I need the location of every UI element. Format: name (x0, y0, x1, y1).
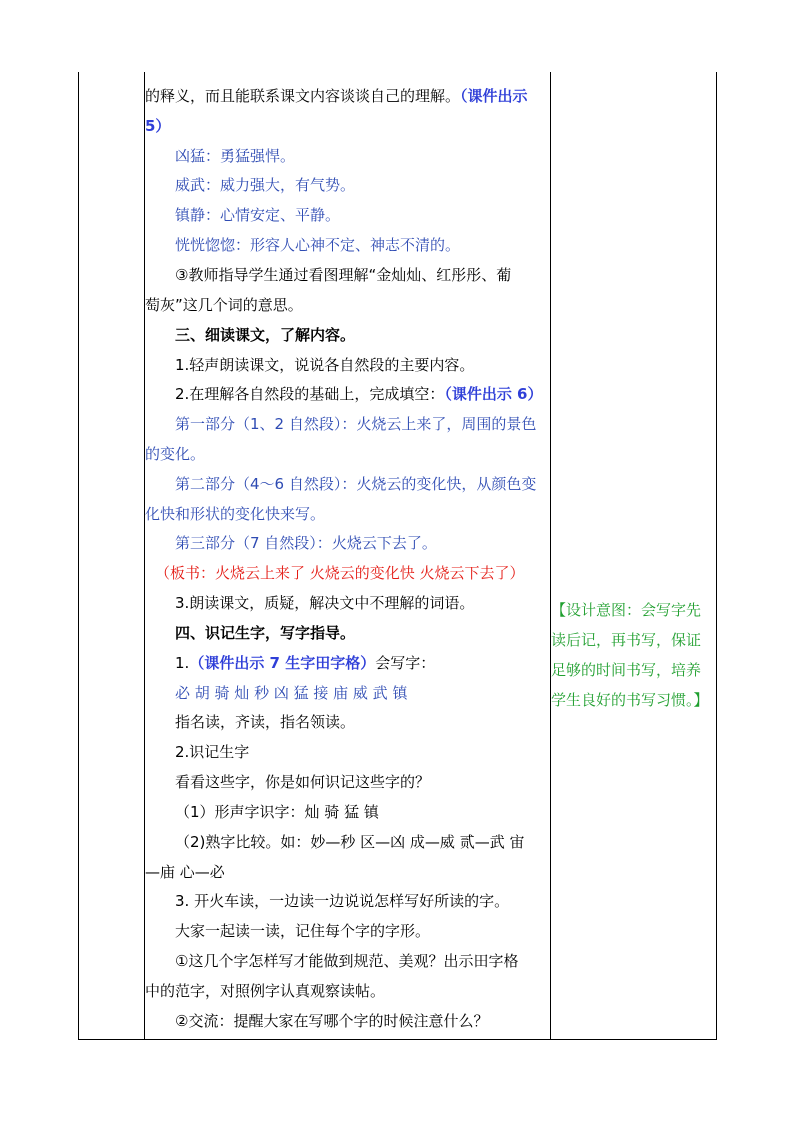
part-two-text: 第二部分（4～6 自然段）：火烧云的变化快，从颜色变 (175, 475, 537, 493)
section-heading-3: 三、细读课文，了解内容。 (175, 326, 356, 344)
part-three-text: 第三部分（7 自然段）：火烧云下去了。 (175, 534, 437, 552)
text-line-23: 2.识记生字 (175, 743, 250, 761)
text-line-2: 5） (145, 117, 171, 135)
definition-xiongmeng: 凶猛：勇猛强悍。 (175, 147, 296, 165)
design-intent-line-3: 足够的时间书写，培养 (551, 661, 702, 679)
text-line-32: ②交流：提醒大家在写哪个字的时候注意什么？ (175, 1012, 489, 1030)
definition-weiwu: 威武：威力强大，有气势。 (175, 176, 356, 194)
text-line-26: （2)熟字比较。如：妙—秒 区—凶 成—威 贰—武 宙 (175, 833, 525, 851)
text-line-11: 2.在理解各自然段的基础上，完成填空：（课件出示 6） (175, 385, 543, 403)
text-line-25: （1）形声字识字：灿 骑 猛 镇 (175, 803, 379, 821)
table-border-right (716, 72, 717, 1040)
design-intent-line-4: 学生良好的书写习惯。】 (551, 691, 709, 709)
part-one-text: 第一部分（1、2 自然段）：火烧云上来了，周围的景色 (175, 415, 537, 433)
text-line-31: 中的范字，对照例字认真观察读帖。 (145, 982, 386, 1000)
text-line-8: 萄灰”这几个词的意思。 (145, 296, 303, 314)
text-line-18: 3.朗读课文，质疑，解决文中不理解的词语。 (175, 594, 475, 612)
text-line-1: 的释义，而且能联系课文内容谈谈自己的理解。（课件出示 (145, 87, 528, 105)
text-line-24: 看看这些字，你是如何识记这些字的？ (175, 773, 431, 791)
text-line-30: ①这几个字怎样写才能做到规范、美观？出示田字格 (175, 952, 519, 970)
table-border-left (78, 72, 79, 1040)
text-line-29: 大家一起读一读，记住每个字的字形。 (175, 922, 431, 940)
text-line-22: 指名读，齐读，指名领读。 (175, 713, 356, 731)
table-border-bottom (78, 1039, 717, 1040)
table-divider-2 (550, 72, 551, 1040)
text-line-7: ③教师指导学生通过看图理解“金灿灿、红彤彤、葡 (175, 266, 512, 284)
design-intent-line-1: 【设计意图：会写字先 (551, 601, 702, 619)
text-line-27: —庙 心—必 (145, 863, 225, 881)
blackboard-note: （板书：火烧云上来了 火烧云的变化快 火烧云下去了） (155, 564, 525, 582)
part-two-text-cont: 化快和形状的变化快来写。 (145, 505, 326, 523)
section-heading-4: 四、识记生字，写字指导。 (175, 624, 356, 642)
characters-to-write: 必 胡 骑 灿 秒 凶 猛 接 庙 威 武 镇 (175, 684, 408, 702)
definition-huanghuanghuhu: 恍恍惚惚：形容人心神不定、神志不清的。 (175, 236, 461, 254)
design-intent-line-2: 读后记，再书写，保证 (551, 631, 702, 649)
definition-zhenjing: 镇静：心情安定、平静。 (175, 206, 341, 224)
part-one-text-cont: 的变化。 (145, 445, 206, 463)
text-line-10: 1.轻声朗读课文，说说各自然段的主要内容。 (175, 356, 475, 374)
text-line-20: 1.（课件出示 7 生字田字格）会写字： (175, 654, 436, 672)
text-line-28: 3. 开火车读，一边读一边说说怎样写好所读的字。 (175, 892, 510, 910)
